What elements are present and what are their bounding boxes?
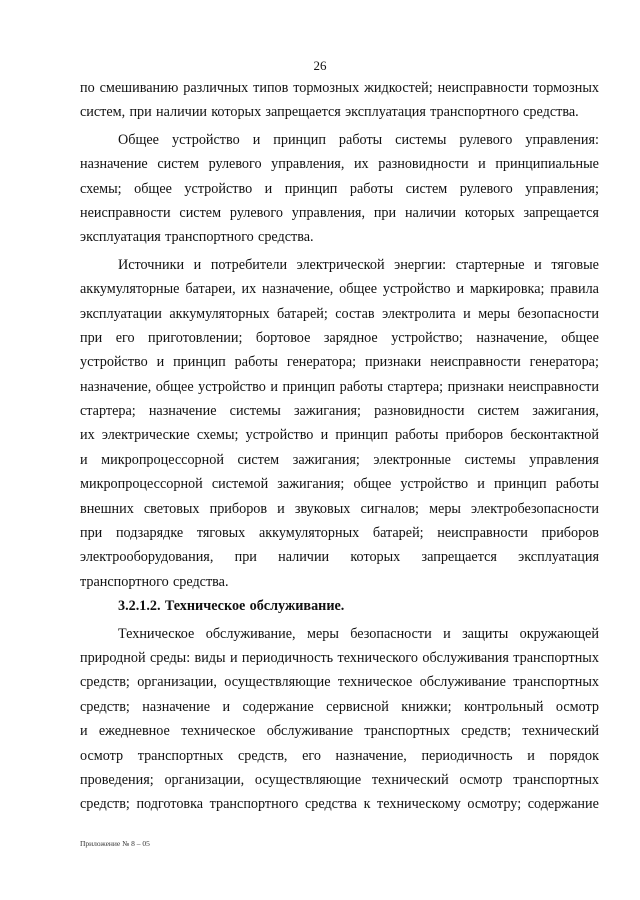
word: техническое (181, 723, 256, 740)
word: систем, (80, 104, 126, 121)
word: работы (349, 180, 394, 197)
text-line (80, 253, 599, 277)
word: устройство (245, 427, 314, 444)
word: правила (550, 281, 599, 298)
word: состав (335, 305, 375, 322)
word: которых (464, 204, 515, 221)
word: принцип (282, 378, 336, 395)
word: тяговые (551, 256, 599, 273)
word: тормозных (293, 80, 360, 96)
word: транспортных (137, 747, 224, 764)
word: потребители (210, 256, 288, 273)
word: систем (477, 403, 520, 420)
word: средств; (80, 796, 130, 813)
word: и (80, 723, 88, 740)
word: приборов (541, 525, 599, 542)
word: осмотру; (467, 796, 522, 813)
word: меры (429, 500, 461, 517)
word: неисправности (80, 204, 171, 221)
word: устройство (382, 281, 451, 298)
word: назначение (148, 403, 217, 420)
word: работы (395, 427, 439, 444)
word: электролита (382, 305, 456, 322)
word: работы (338, 131, 383, 148)
word: периодичность (421, 747, 513, 764)
text-line (80, 152, 599, 176)
word: безопасности (350, 625, 432, 642)
word: обслуживание (419, 674, 506, 691)
word: батарей; (277, 305, 328, 322)
word: безопасности (517, 305, 599, 322)
word: эксплуатация (80, 229, 161, 246)
word: признаки (364, 354, 422, 371)
word: бесконтактной (510, 427, 599, 444)
text-line (80, 76, 599, 100)
word: запрещается (523, 204, 599, 221)
word: средств; (461, 723, 512, 740)
word: которых (350, 549, 401, 566)
word: назначение (142, 698, 211, 715)
text-line (80, 225, 599, 249)
word: которых (211, 104, 262, 121)
word: осуществляющие (224, 674, 331, 691)
word: обслуживание (266, 723, 354, 740)
text-line (80, 768, 599, 792)
word: управления, (291, 204, 365, 221)
word: устройство; (391, 329, 463, 346)
word: устройство (400, 476, 469, 493)
text-line (80, 792, 599, 816)
word: виды (194, 649, 226, 666)
word: средств; (80, 674, 130, 691)
text-line (80, 744, 599, 768)
word: управления (529, 451, 599, 468)
word: неисправности (437, 525, 528, 542)
word: световых (143, 500, 200, 517)
word: устройство (198, 378, 266, 395)
word: и (277, 500, 285, 517)
word: бортовое (255, 329, 311, 346)
word: принцип (493, 476, 547, 493)
word: стартера; (80, 403, 136, 420)
word: электрические (101, 427, 190, 444)
word: систем (405, 180, 448, 197)
word: схемы; (80, 180, 122, 197)
word: устройство (80, 354, 148, 371)
word: порядок (549, 747, 599, 764)
word: рулевого (229, 204, 283, 221)
word: назначение (80, 156, 148, 173)
word: осмотр (555, 698, 599, 715)
word: меры (306, 625, 339, 642)
word: систем (237, 451, 280, 468)
text-line (80, 350, 599, 374)
footer-note: Приложение № 8 – 05 (80, 839, 150, 848)
word: приборов (445, 427, 504, 444)
text-line (80, 277, 599, 301)
word: и (222, 698, 231, 715)
word: стартерные (455, 256, 525, 273)
word: Источники (118, 256, 185, 273)
word: 3.2.1.2. (118, 598, 161, 615)
word: техническое (337, 674, 413, 691)
word: транспортного (209, 796, 299, 813)
word: наличии (404, 204, 456, 221)
word: управления, (271, 156, 345, 173)
word: систем (157, 156, 199, 173)
word: Общее (118, 131, 159, 148)
text-line (80, 695, 599, 719)
page-number: 26 (313, 58, 327, 73)
word: разновидности (378, 156, 469, 173)
word: назначение, (80, 378, 152, 395)
text-line (80, 423, 599, 447)
word: рулевого (208, 156, 262, 173)
word: и (478, 156, 486, 173)
word: внешних (80, 500, 134, 517)
section-heading (80, 594, 599, 618)
word: обслуживания (422, 649, 509, 666)
word: защиты (462, 625, 509, 642)
word: систем (179, 204, 222, 221)
word: и (534, 256, 542, 273)
word: жидкостей; (364, 80, 433, 96)
word: принцип (173, 354, 226, 371)
word: организации, (137, 674, 217, 691)
word: системы (464, 451, 516, 468)
word: подзарядке (115, 525, 184, 542)
body-text (80, 76, 599, 817)
word: работы (339, 378, 383, 395)
word: общее (134, 180, 172, 197)
word: обслуживание, (205, 625, 296, 642)
word: стартера; (387, 378, 444, 395)
word: окружающей (519, 625, 599, 642)
text-line (80, 622, 599, 646)
word: их (241, 281, 257, 298)
word: ежедневное (98, 723, 170, 740)
word: эксплуатации (80, 305, 162, 322)
word: аккумуляторных (258, 525, 360, 542)
word: принцип (335, 427, 388, 444)
word: и (443, 625, 451, 642)
word: обслуживание. (249, 598, 345, 615)
word: тяговых (196, 525, 246, 542)
word: смешиванию (99, 80, 179, 96)
word: подготовка (136, 796, 204, 813)
word: системы (229, 403, 281, 420)
word: устройство (184, 180, 253, 197)
word: микропроцессорной (80, 476, 203, 493)
word: зажигания, (532, 403, 599, 420)
word: признаки (447, 378, 504, 395)
word: и (527, 747, 535, 764)
word: осмотр (459, 771, 503, 788)
word: аккумуляторных (169, 305, 270, 322)
word: средств, (238, 747, 288, 764)
word: рулевого (459, 131, 513, 148)
word: общее (155, 378, 194, 395)
word: назначение, (476, 329, 548, 346)
text-line (80, 326, 599, 350)
word: и (477, 476, 485, 493)
word: и (80, 451, 88, 468)
word: и (320, 427, 329, 444)
word: при (373, 204, 397, 221)
word: сервисной (326, 698, 389, 715)
word: содержание (527, 796, 599, 813)
text-line (80, 545, 599, 569)
word: организации, (164, 771, 245, 788)
word: Техническое (164, 598, 246, 615)
word: электронные (373, 451, 451, 468)
text-line (80, 128, 599, 152)
word: неисправности (508, 378, 599, 395)
word: к (363, 796, 371, 813)
word: общее (353, 476, 392, 493)
text-line (80, 570, 599, 594)
word: общее (561, 329, 599, 346)
text-line (80, 497, 599, 521)
word: работы (234, 354, 278, 371)
word: тормозных (533, 80, 599, 96)
text-line (80, 201, 599, 225)
word: и (156, 354, 165, 371)
word: транспортных (513, 674, 599, 691)
word: эксплуатация (518, 549, 599, 566)
word: транспортных (513, 649, 599, 666)
word: транспортного (165, 229, 254, 246)
word: осмотр (80, 747, 124, 764)
word: неисправности (430, 354, 521, 371)
word: батареи, (185, 281, 236, 298)
word: и (252, 131, 261, 148)
word: средства. (523, 104, 579, 121)
word: средств; (80, 698, 130, 715)
word: приготовлении; (148, 329, 243, 346)
word: меры (478, 305, 511, 322)
word: транспортного (430, 104, 519, 121)
word: средства (304, 796, 357, 813)
word: средства. (172, 573, 229, 590)
word: техническому (377, 796, 461, 813)
word: периодичность (241, 649, 334, 666)
text-line (80, 177, 599, 201)
word: принцип (284, 180, 338, 197)
text-line (80, 719, 599, 743)
word: и (463, 305, 471, 322)
word: микропроцессорной (101, 451, 224, 468)
word: зажигания; (277, 476, 345, 493)
word: неисправности (437, 80, 529, 96)
word: технический (371, 771, 449, 788)
word: их (80, 427, 95, 444)
word: электрической (296, 256, 385, 273)
word: при (234, 549, 257, 566)
word: технический (522, 723, 599, 740)
word: маркировка; (469, 281, 545, 298)
word: генератора; (529, 354, 599, 371)
word: транспортного (80, 573, 169, 590)
word: при (80, 525, 103, 542)
text-line (80, 646, 599, 670)
word: при (129, 104, 152, 121)
word: рулевого (459, 180, 513, 197)
word: энергии: (394, 256, 447, 273)
word: и (264, 180, 273, 197)
word: электрооборудования, (80, 549, 214, 566)
word: управления: (525, 131, 599, 148)
word: звуковых (294, 500, 351, 517)
word: устройство (171, 131, 240, 148)
word: системой (211, 476, 269, 493)
word: эксплуатация (345, 104, 426, 121)
word: при (80, 329, 103, 346)
word: схемы; (196, 427, 239, 444)
word: по (80, 80, 95, 96)
word: транспортных (513, 771, 599, 788)
word: и (229, 649, 238, 666)
text-line (80, 302, 599, 326)
text-line (80, 670, 599, 694)
word: зажигания; (292, 451, 360, 468)
word: назначение, (262, 281, 334, 298)
word: и (193, 256, 202, 273)
word: его (302, 747, 321, 764)
text-line (80, 375, 599, 399)
word: электробезопасности (471, 500, 599, 517)
word: назначение, (335, 747, 407, 764)
word: наличии (278, 549, 330, 566)
word: их (353, 156, 369, 173)
word: работы (555, 476, 599, 493)
word: Техническое (118, 625, 195, 642)
text-line (80, 521, 599, 545)
word: технического (337, 649, 418, 666)
word: разновидности (374, 403, 465, 420)
word: контрольный (463, 698, 544, 715)
word: запрещается (265, 104, 341, 121)
word: аккумуляторные (80, 281, 180, 298)
word: сигналов; (360, 500, 419, 517)
text-line (80, 472, 599, 496)
word: книжки; (401, 698, 452, 715)
word: запрещается (421, 549, 497, 566)
word: принцип (273, 131, 326, 148)
word: и (456, 281, 465, 298)
word: среды: (149, 649, 191, 666)
text-line (80, 100, 599, 124)
word: принципиальные (495, 156, 599, 173)
word: приборов (209, 500, 268, 517)
word: и (270, 378, 278, 395)
word: его (115, 329, 135, 346)
word: различных (183, 80, 249, 96)
word: наличии (156, 104, 208, 121)
word: транспортных (364, 723, 450, 740)
text-line (80, 399, 599, 423)
word: содержание (242, 698, 314, 715)
word: осуществляющие (254, 771, 362, 788)
text-line (80, 448, 599, 472)
word: зарядное (323, 329, 378, 346)
word: общее (339, 281, 378, 298)
word: природной (80, 649, 146, 666)
word: зажигания; (293, 403, 362, 420)
word: системы (395, 131, 447, 148)
word: типов (253, 80, 289, 96)
word: средства. (258, 229, 314, 246)
word: управления; (525, 180, 599, 197)
word: проведения; (80, 771, 154, 788)
word: генератора; (286, 354, 357, 371)
word: батарей; (372, 525, 424, 542)
